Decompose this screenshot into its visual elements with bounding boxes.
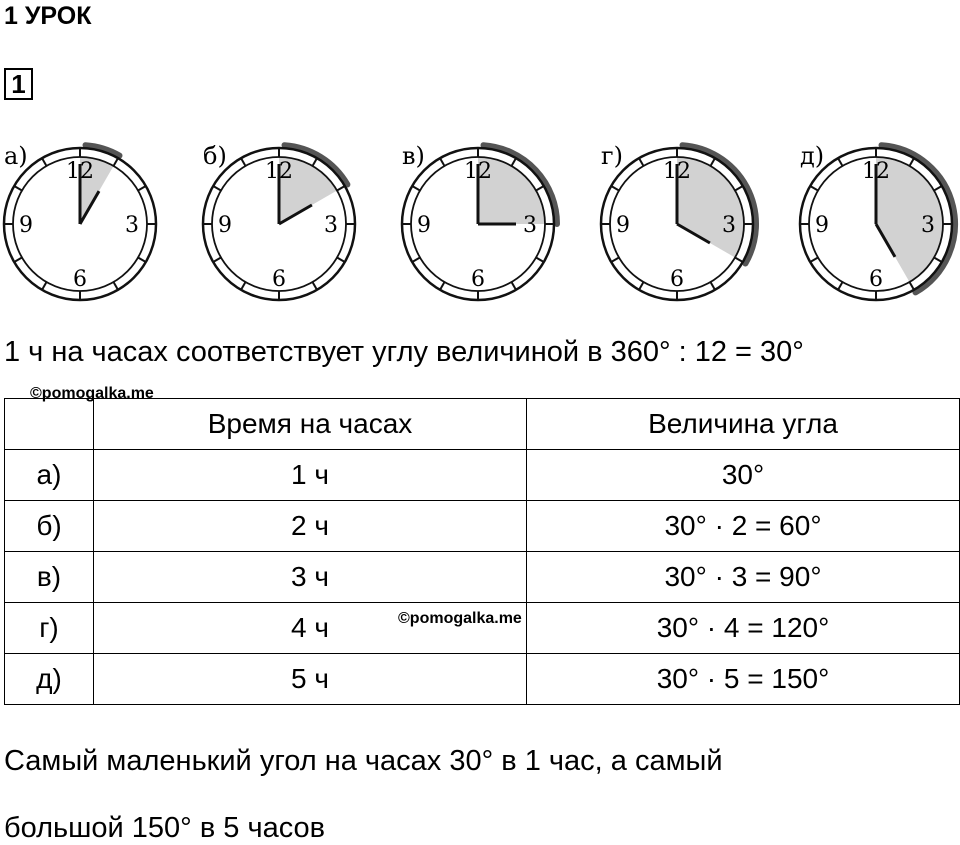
tick-mark [42, 158, 47, 166]
tick-mark [934, 258, 942, 263]
dial-number: 3 [324, 213, 338, 238]
tick-mark [536, 186, 544, 191]
tick-mark [639, 158, 644, 166]
clock-v [402, 142, 557, 300]
dial-number: 3 [125, 213, 139, 238]
dial-number: 6 [869, 267, 883, 292]
row-label: б) [5, 501, 94, 552]
header-cell-time: Время на часах [94, 399, 527, 450]
header-cell-label [5, 399, 94, 450]
dial-number: 6 [272, 267, 286, 292]
watermark: ©pomogalka.me [398, 610, 522, 627]
row-angle: 30° · 4 = 120° [527, 603, 960, 654]
table-row [5, 552, 960, 603]
tick-mark [536, 258, 544, 263]
dial-number: 9 [19, 213, 33, 238]
tick-mark [735, 258, 743, 263]
row-angle: 30° · 3 = 90° [527, 552, 960, 603]
dial-number: 6 [73, 267, 87, 292]
dial-number: 9 [815, 213, 829, 238]
dial-number: 12 [66, 159, 94, 184]
tick-mark [711, 282, 716, 290]
tick-mark [241, 282, 246, 290]
dial-number: 9 [616, 213, 630, 238]
task-number: 1 [4, 68, 33, 100]
table-header-row [5, 399, 960, 450]
header-cell-angle: Величина угла [527, 399, 960, 450]
tick-mark [810, 258, 818, 263]
dial-number: 3 [722, 213, 736, 238]
clock-b [203, 142, 355, 300]
tick-mark [337, 258, 345, 263]
dial-number: 6 [670, 267, 684, 292]
tick-mark [838, 282, 843, 290]
row-angle: 30° · 5 = 150° [527, 654, 960, 705]
tick-mark [711, 158, 716, 166]
tick-mark [639, 282, 644, 290]
dial-number: 9 [218, 213, 232, 238]
tick-mark [213, 186, 221, 191]
row-label: д) [5, 654, 94, 705]
dial-number: 9 [417, 213, 431, 238]
tick-mark [42, 282, 47, 290]
row-label: а) [5, 450, 94, 501]
tick-mark [313, 282, 318, 290]
conclusion-line-2: большой 150° в 5 часов [4, 812, 326, 844]
table-row [5, 450, 960, 501]
conclusion-line-1: Самый маленький угол на часах 30° в 1 час, а самый [4, 745, 723, 777]
angle-table [4, 398, 960, 705]
clock-figures [0, 128, 960, 318]
table-row [5, 654, 960, 705]
dial-number: 12 [663, 159, 691, 184]
dial-number: 12 [265, 159, 293, 184]
tick-mark [213, 258, 221, 263]
tick-mark [611, 258, 619, 263]
clock-label: в) [402, 142, 425, 170]
watermark: ©pomogalka.me [30, 385, 154, 402]
dial-number: 3 [921, 213, 935, 238]
clock-d [800, 142, 955, 300]
tick-mark [313, 158, 318, 166]
tick-mark [512, 282, 517, 290]
tick-mark [440, 158, 445, 166]
row-angle: 30° · 2 = 60° [527, 501, 960, 552]
clock-label: б) [203, 142, 227, 170]
row-time: 3 ч [94, 552, 527, 603]
tick-mark [934, 186, 942, 191]
row-label: в) [5, 552, 94, 603]
row-time: 1 ч [94, 450, 527, 501]
table-row [5, 501, 960, 552]
dial-number: 12 [862, 159, 890, 184]
tick-mark [810, 186, 818, 191]
row-time: 2 ч [94, 501, 527, 552]
tick-mark [910, 158, 915, 166]
clock-g [601, 142, 756, 300]
dial-number: 3 [523, 213, 537, 238]
tick-mark [440, 282, 445, 290]
tick-mark [114, 158, 119, 166]
tick-mark [412, 258, 420, 263]
clock-label: д) [800, 142, 825, 170]
tick-mark [241, 158, 246, 166]
tick-mark [138, 258, 146, 263]
tick-mark [512, 158, 517, 166]
tick-mark [14, 258, 22, 263]
dial-number: 12 [464, 159, 492, 184]
row-time: 5 ч [94, 654, 527, 705]
tick-mark [611, 186, 619, 191]
row-time: 4 ч [94, 603, 527, 654]
tick-mark [337, 186, 345, 191]
tick-mark [838, 158, 843, 166]
lesson-title: 1 УРОК [4, 2, 92, 30]
row-label: г) [5, 603, 94, 654]
row-angle: 30° [527, 450, 960, 501]
tick-mark [114, 282, 119, 290]
clock-a [4, 142, 156, 300]
intro-text: 1 ч на часах соответствует углу величиной в 360° : 12 = 30° [4, 336, 804, 368]
tick-mark [412, 186, 420, 191]
tick-mark [910, 282, 915, 290]
tick-mark [735, 186, 743, 191]
tick-mark [14, 186, 22, 191]
tick-mark [138, 186, 146, 191]
clock-label: а) [4, 142, 28, 170]
clock-label: г) [601, 142, 623, 170]
dial-number: 6 [471, 267, 485, 292]
